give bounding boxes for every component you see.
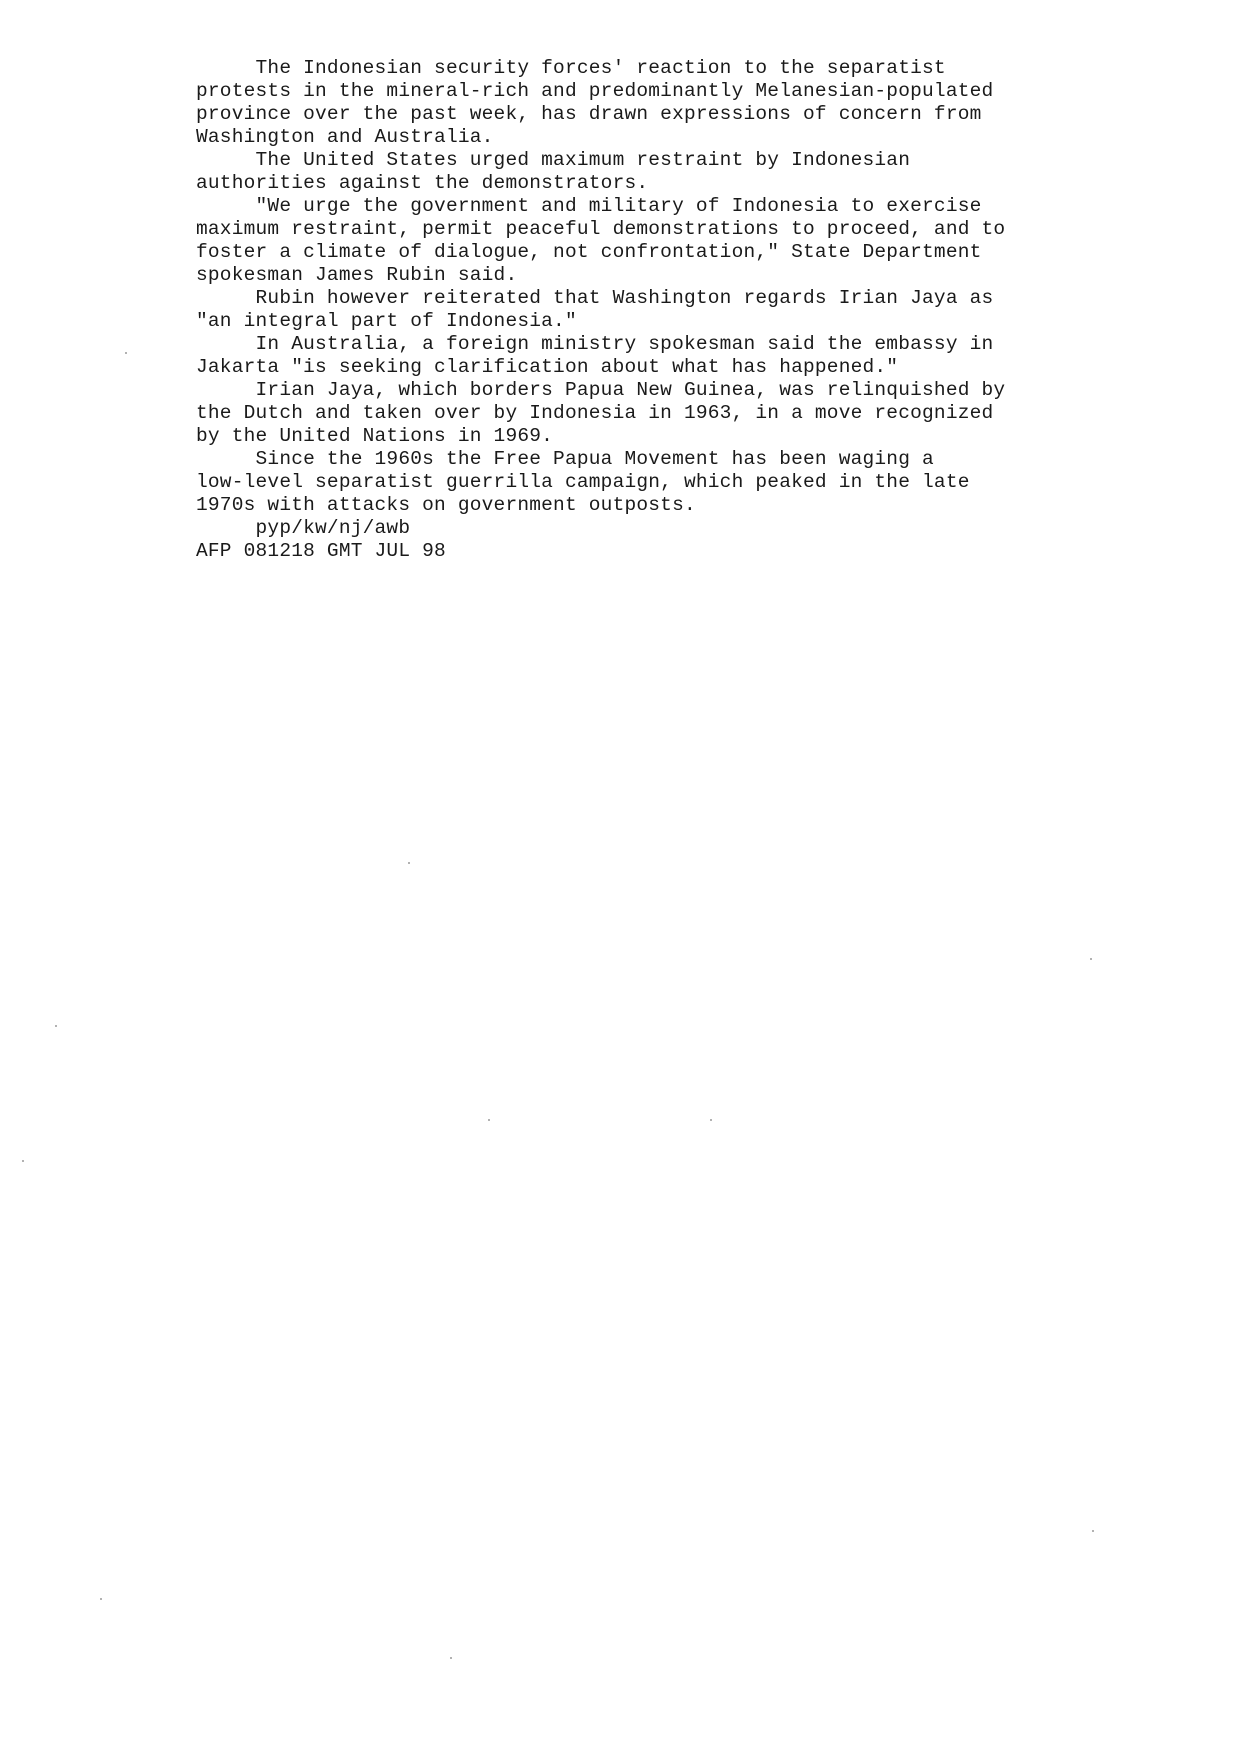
wire-story-text [196, 57, 1196, 563]
text-line: "an integral part of Indonesia." [196, 310, 577, 332]
text-line: province over the past week, has drawn expressions of concern from [196, 103, 982, 125]
text-line: protests in the mineral-rich and predominantly Melanesian-populated [196, 80, 994, 102]
text-line: spokesman James Rubin said. [196, 264, 518, 286]
text-line: maximum restraint, permit peaceful demonstrations to proceed, and to [196, 218, 1006, 240]
text-line: Since the 1960s the Free Papua Movement has been waging a [196, 448, 934, 470]
scan-speck [100, 1598, 102, 1600]
text-line: foster a climate of dialogue, not confrontation," State Department [196, 241, 982, 263]
scan-speck [1092, 1530, 1094, 1532]
text-line: Jakarta "is seeking clarification about what has happened." [196, 356, 899, 378]
scan-speck [125, 352, 127, 354]
scan-speck [55, 1025, 57, 1027]
text-line: pyp/kw/nj/awb [196, 517, 411, 539]
text-line: 1970s with attacks on government outposts. [196, 494, 696, 516]
text-line: Irian Jaya, which borders Papua New Guinea, was relinquished by [196, 379, 1006, 401]
scan-speck [488, 1119, 490, 1121]
text-line: AFP 081218 GMT JUL 98 [196, 540, 446, 562]
text-line: The Indonesian security forces' reaction to the separatist [196, 57, 946, 79]
text-line: Rubin however reiterated that Washington regards Irian Jaya as [196, 287, 994, 309]
text-line: the Dutch and taken over by Indonesia in 1963, in a move recognized [196, 402, 994, 424]
text-line: The United States urged maximum restraint by Indonesian [196, 149, 911, 171]
text-line: by the United Nations in 1969. [196, 425, 554, 447]
text-line: authorities against the demonstrators. [196, 172, 649, 194]
scan-speck [1090, 958, 1092, 960]
text-line: In Australia, a foreign ministry spokesman said the embassy in [196, 333, 994, 355]
scan-speck [408, 862, 410, 864]
scan-speck [710, 1119, 712, 1121]
scan-speck [450, 1657, 452, 1659]
scan-speck [22, 1160, 24, 1162]
text-line: Washington and Australia. [196, 126, 494, 148]
text-line: "We urge the government and military of Indonesia to exercise [196, 195, 982, 217]
text-line: low-level separatist guerrilla campaign, which peaked in the late [196, 471, 970, 493]
